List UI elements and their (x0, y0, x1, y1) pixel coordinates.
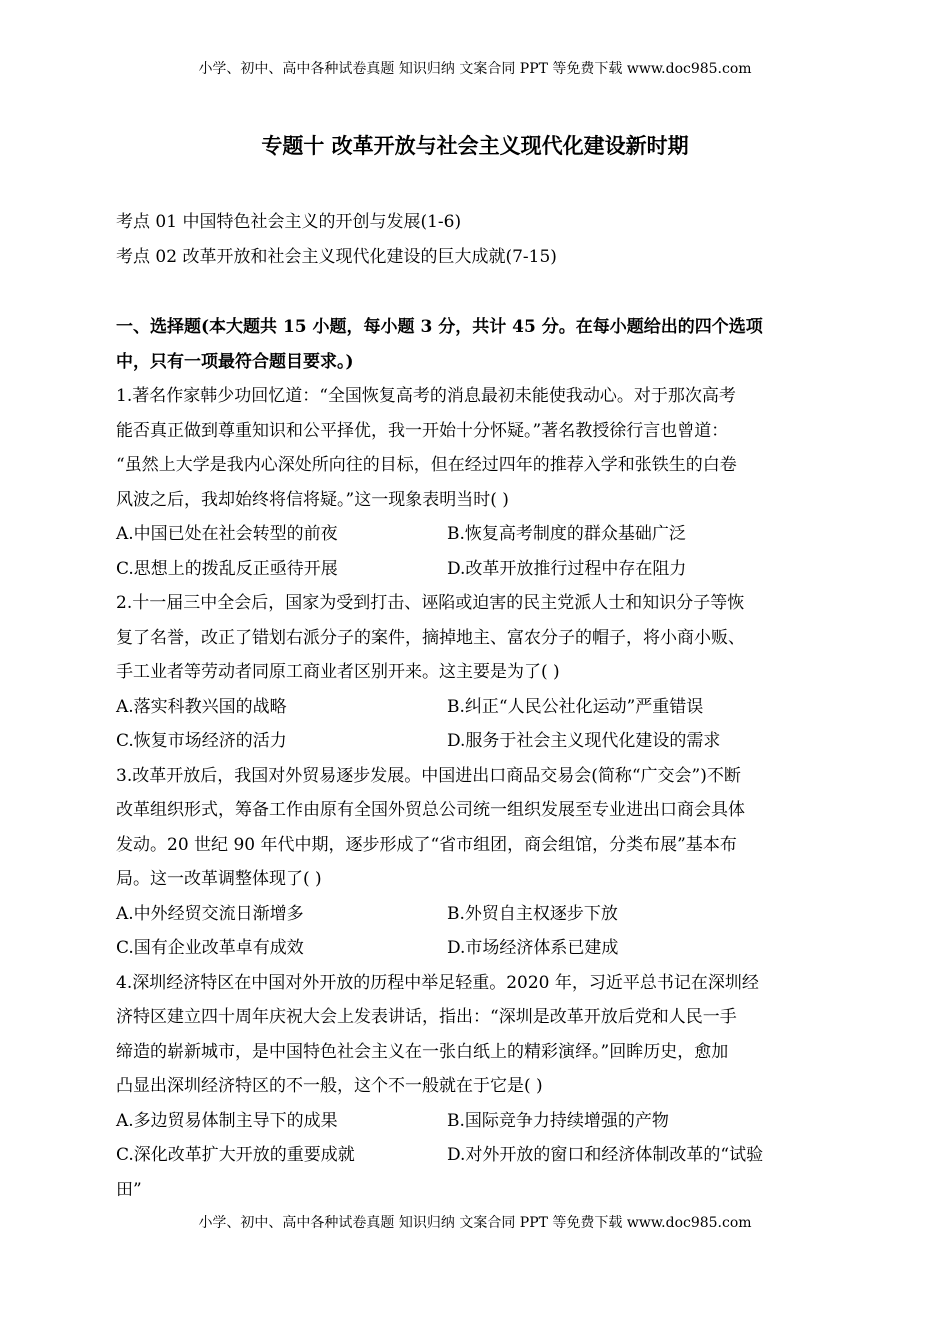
exam-point-2: 考点 02 改革开放和社会主义现代化建设的巨大成就(7-15) (116, 246, 557, 267)
option-b: B.纠正“人民公社化运动”严重错误 (447, 696, 704, 717)
option-d: D.改革开放推行过程中存在阻力 (447, 558, 687, 579)
document-body (116, 205, 836, 1207)
option-a: A.多边贸易体制主导下的成果 (116, 1110, 338, 1131)
option-c: C.思想上的拨乱反正亟待开展 (116, 558, 338, 579)
option-b: B.国际竞争力持续增强的产物 (447, 1110, 669, 1131)
option-c: C.国有企业改革卓有成效 (116, 938, 304, 958)
section-heading-line-2: 中，只有一项最符合题目要求。) (116, 351, 354, 372)
option-d-continuation: 田” (116, 1179, 142, 1200)
question-text-line: 风波之后，我却始终将信将疑。”这一现象表明当时( ) (116, 489, 509, 510)
question-text-line: 济特区建立四十周年庆祝大会上发表讲话，指出：“深圳是改革开放后党和人民一手 (116, 1007, 737, 1027)
question-text-line: 凸显出深圳经济特区的不一般，这个不一般就在于它是( ) (116, 1076, 543, 1096)
question-2 (116, 586, 836, 759)
question-4 (116, 966, 836, 1208)
option-b: B.恢复高考制度的群众基础广泛 (447, 524, 686, 544)
question-text-line: 复了名誉，改正了错划右派分子的案件，摘掉地主、富农分子的帽子，将小商小贩、 (116, 627, 745, 648)
page-header: 小学、初中、高中各种试卷真题 知识归纳 文案合同 PPT 等免费下载 www.doc985.com (198, 61, 752, 77)
question-text-line: 3.改革开放后，我国对外贸易逐步发展。中国进出口商品交易会(简称“广交会”)不断 (116, 765, 741, 786)
question-1 (116, 379, 836, 586)
option-a: A.中国已处在社会转型的前夜 (116, 524, 338, 544)
question-text-line: 缔造的崭新城市，是中国特色社会主义在一张白纸上的精彩演绎。”回眸历史，愈加 (116, 1041, 729, 1062)
question-text-line: 改革组织形式，筹备工作由原有全国外贸总公司统一组织发展至专业进出口商会具体 (116, 800, 745, 820)
question-text-line: “虽然上大学是我内心深处所向往的目标，但在经过四年的推荐入学和张铁生的白卷 (116, 455, 737, 475)
option-d: D.服务于社会主义现代化建设的需求 (447, 731, 721, 751)
option-a: A.中外经贸交流日渐增多 (116, 903, 304, 924)
page-title: 专题十 改革开放与社会主义现代化建设新时期 (261, 133, 689, 158)
section-heading-line-1: 一、选择题(本大题共 15 小题，每小题 3 分，共计 45 分。在每小题给出的四个选项 (116, 317, 763, 337)
option-d: D.市场经济体系已建成 (447, 938, 619, 958)
question-text-line: 能否真正做到尊重知识和公平择优，我一开始十分怀疑。”著名教授徐行言也曾道： (116, 420, 729, 441)
question-text-line: 发动。20 世纪 90 年代中期，逐步形成了“省市组团，商会组馆，分类布展”基本布 (116, 834, 737, 855)
question-text-line: 2.十一届三中全会后，国家为受到打击、诬陷或迫害的民主党派人士和知识分子等恢 (116, 593, 745, 613)
question-text-line: 4.深圳经济特区在中国对外开放的历程中举足轻重。2020 年，习近平总书记在深圳经 (116, 972, 759, 993)
option-a: A.落实科教兴国的战略 (116, 696, 287, 717)
question-text-line: 手工业者等劳动者同原工商业者区别开来。这主要是为了( ) (116, 662, 560, 682)
option-c: C.恢复市场经济的活力 (116, 731, 287, 751)
option-b: B.外贸自主权逐步下放 (447, 903, 618, 924)
option-c: C.深化改革扩大开放的重要成就 (116, 1145, 355, 1165)
option-d: D.对外开放的窗口和经济体制改革的“试验 (447, 1145, 764, 1165)
exam-point-1: 考点 01 中国特色社会主义的开创与发展(1-6) (116, 212, 462, 232)
question-text-line: 1.著名作家韩少功回忆道：“全国恢复高考的消息最初未能使我动心。对于那次高考 (116, 386, 736, 406)
question-text-line: 局。这一改革调整体现了( ) (116, 869, 322, 889)
question-3 (116, 759, 836, 966)
page-footer: 小学、初中、高中各种试卷真题 知识归纳 文案合同 PPT 等免费下载 www.doc985.com (198, 1215, 752, 1231)
